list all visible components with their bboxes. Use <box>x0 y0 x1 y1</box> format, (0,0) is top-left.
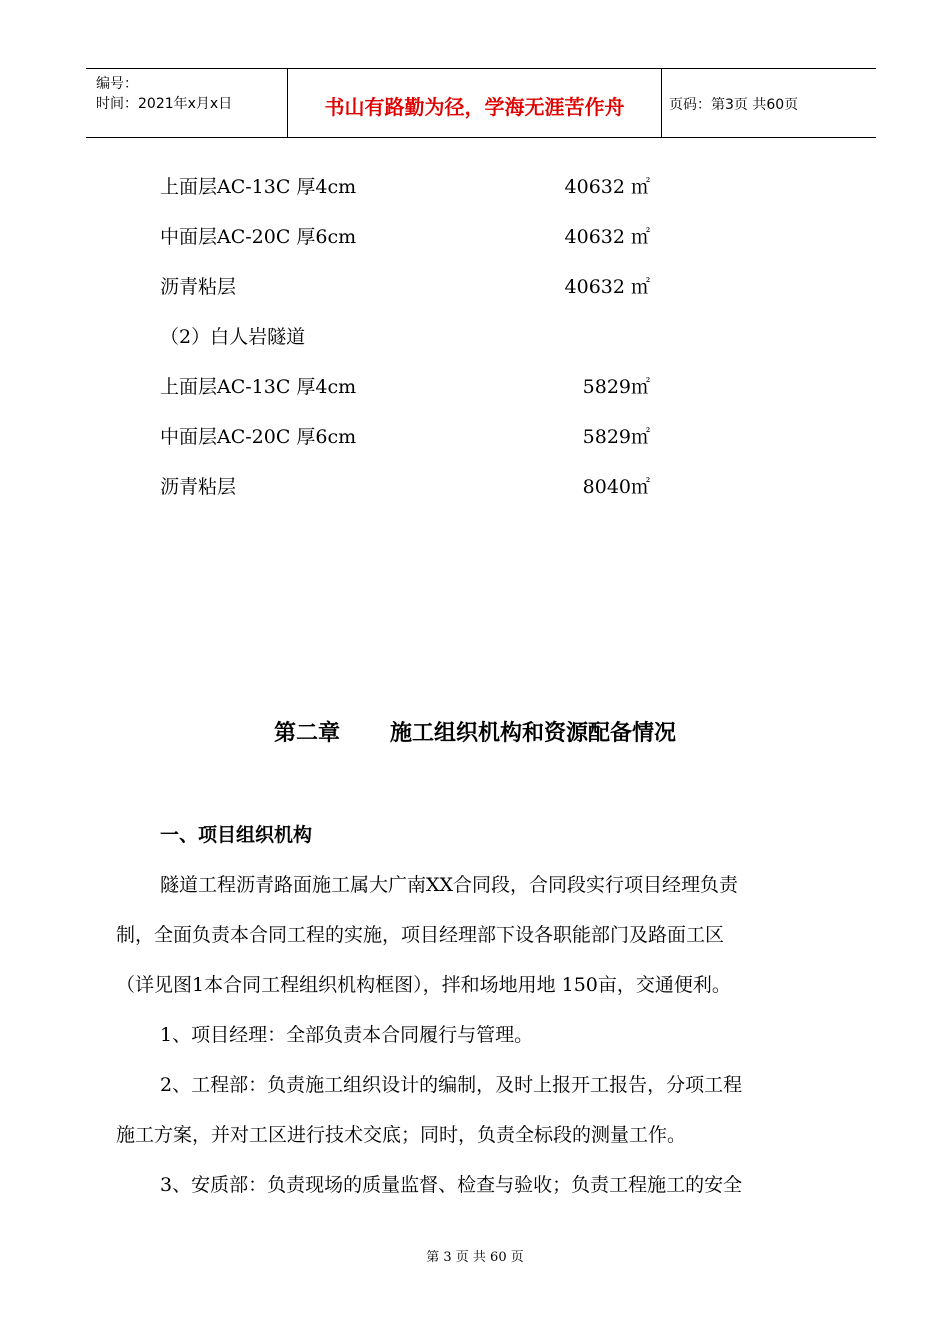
body-line: 隧道工程沥青路面施工属大广南XX合同段，合同段实行项目经理负责 <box>160 874 739 896</box>
quantity-label: 中面层AC-20C 厚6cm <box>160 426 357 448</box>
section-title: 一、项目组织机构 <box>160 824 313 846</box>
quantity-value: 8040㎡ <box>582 476 650 498</box>
chapter-heading <box>0 716 950 747</box>
quantity-value: 40632 ㎡ <box>564 226 650 248</box>
doc-number-label: 编号： <box>96 76 138 92</box>
quantity-value: 5829㎡ <box>582 376 650 398</box>
quantity-value: 40632 ㎡ <box>564 176 650 198</box>
quantity-label: 沥青粘层 <box>160 476 237 498</box>
chapter-title: 施工组织机构和资源配备情况 <box>390 721 677 746</box>
header-motto: 书山有路勤为径，学海无涯苦作舟 <box>324 95 625 119</box>
body-line: 2、工程部：负责施工组织设计的编制，及时上报开工报告，分项工程 <box>160 1074 743 1096</box>
header-page-info: 页码：第3页 共60页 <box>669 97 799 113</box>
body-line: 施工方案，并对工区进行技术交底；同时，负责全标段的测量工作。 <box>116 1124 687 1146</box>
quantity-row <box>160 172 650 202</box>
quantity-value: 5829㎡ <box>582 426 650 448</box>
quantity-label: 上面层AC-13C 厚4cm <box>160 176 357 198</box>
page-header <box>86 68 876 138</box>
quantity-label: 沥青粘层 <box>160 276 237 298</box>
body-line: 制，全面负责本合同工程的实施，项目经理部下设各职能部门及路面工区 <box>116 924 725 946</box>
body-line: 1、项目经理：全部负责本合同履行与管理。 <box>160 1024 534 1046</box>
body-line: （详见图1本合同工程组织机构框图），拌和场地用地 150亩，交通便利。 <box>116 974 731 996</box>
body-line: 3、安质部：负责现场的质量监督、检查与验收；负责工程施工的安全 <box>160 1174 743 1196</box>
header-motto-cell <box>287 69 662 137</box>
quantity-row <box>160 372 650 402</box>
header-meta-cell <box>86 69 286 137</box>
chapter-number: 第二章 <box>273 721 340 746</box>
tunnel-subheading: （2）白人岩隧道 <box>160 326 306 348</box>
quantity-label: 上面层AC-13C 厚4cm <box>160 376 357 398</box>
quantity-label: 中面层AC-20C 厚6cm <box>160 226 357 248</box>
quantity-row <box>160 422 650 452</box>
header-page-cell <box>661 69 876 137</box>
quantity-value: 40632 ㎡ <box>564 276 650 298</box>
quantity-row <box>160 222 650 252</box>
quantity-row <box>160 472 650 502</box>
quantity-row <box>160 272 650 302</box>
doc-time-label: 时间：2021年x月x日 <box>96 96 233 112</box>
page-footer: 第 3 页 共 60 页 <box>426 1250 524 1265</box>
